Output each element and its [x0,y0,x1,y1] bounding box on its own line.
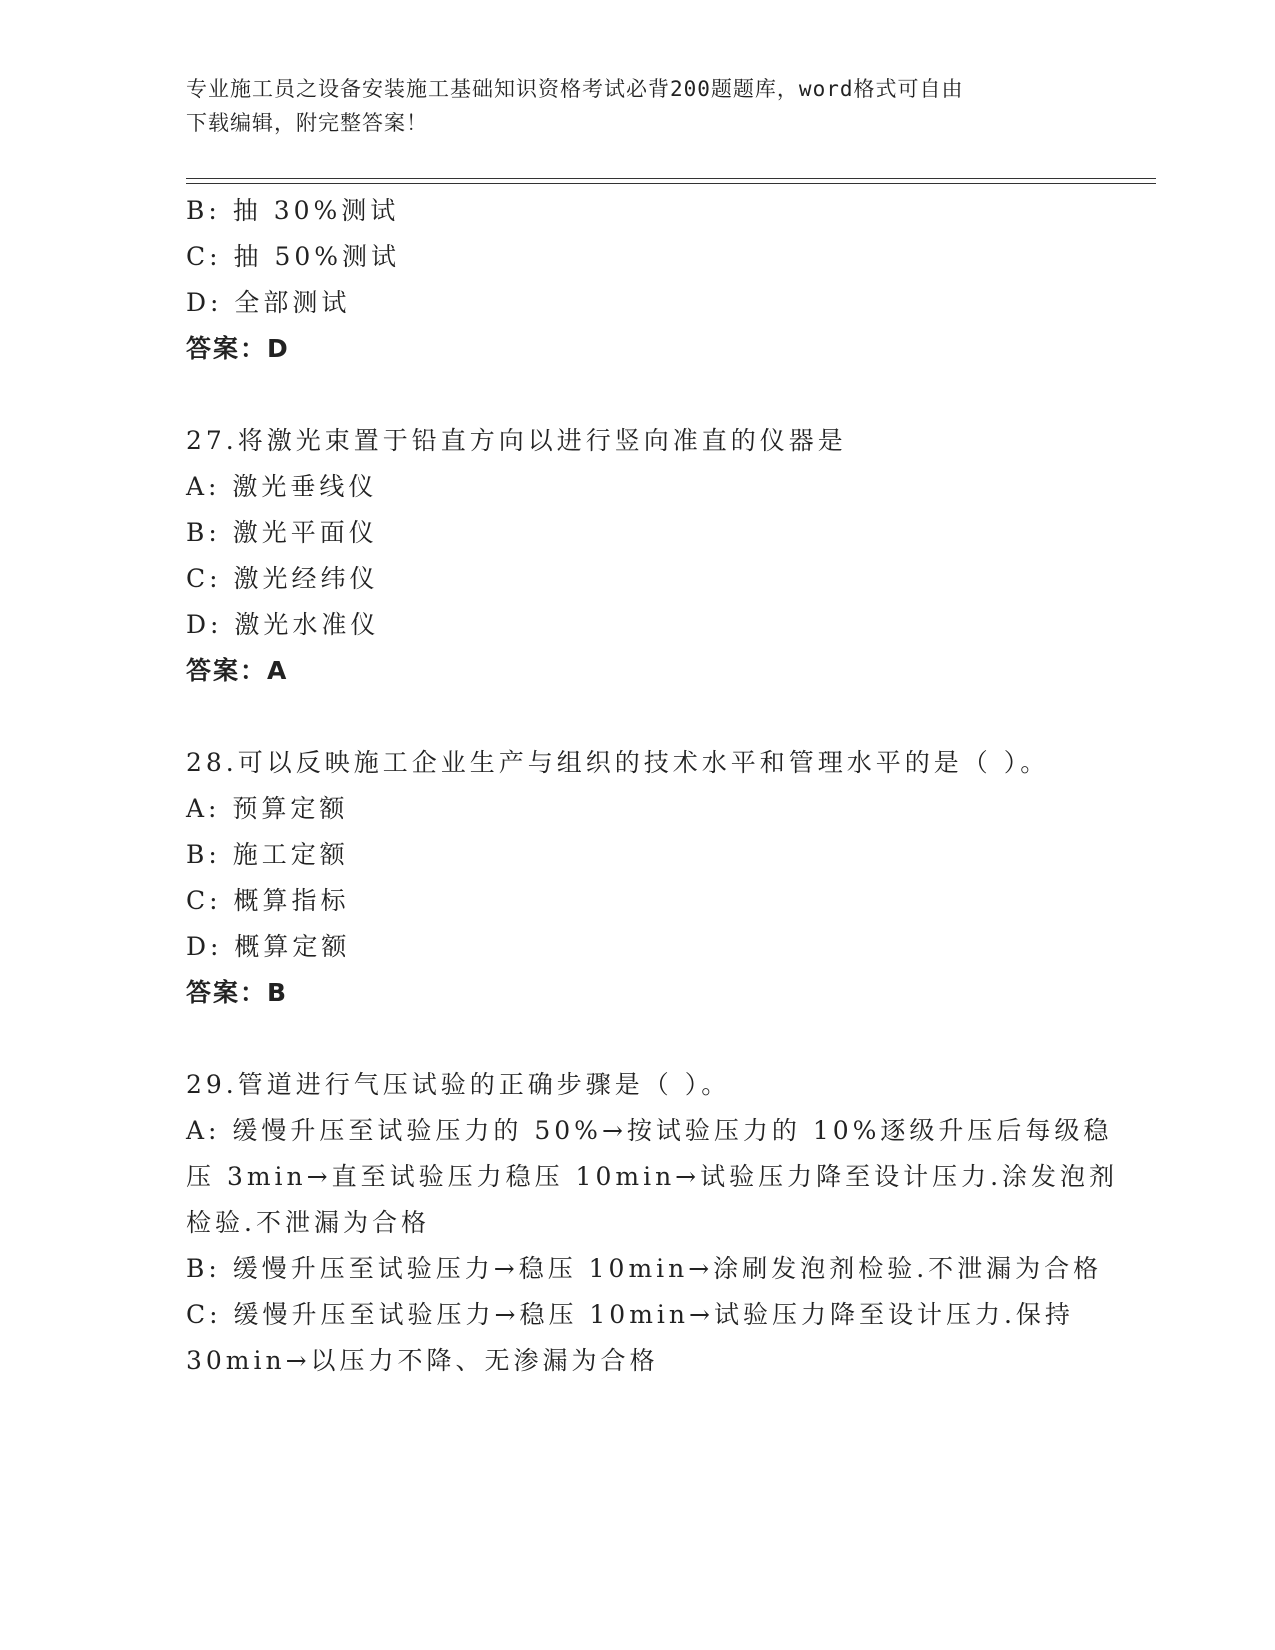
question-26 [186,188,1106,372]
header-line-1: 专业施工员之设备安装施工基础知识资格考试必背200题题库，word格式可自由 [186,77,964,101]
option-d: D: 全部测试 [186,288,351,317]
option-c-line-1: C: 缓慢升压至试验压力→稳压 10min→试验压力降至设计压力.保持 [186,1300,1074,1329]
question-27 [186,418,1106,694]
option-b: B: 施工定额 [186,840,349,869]
answer: 答案：A [186,656,289,685]
option-a-line-1: A: 缓慢升压至试验压力的 50%→按试验压力的 10%逐级升压后每级稳 [186,1116,1113,1145]
spacer [186,1016,1106,1062]
option-a: A: 预算定额 [186,794,349,823]
header-divider-bottom [186,183,1156,184]
question-list [186,188,1119,1384]
document-header [186,72,1086,140]
question-29 [186,1062,1119,1384]
option-c: C: 激光经纬仪 [186,564,379,593]
question-text: 29.管道进行气压试验的正确步骤是（ ）。 [186,1070,731,1099]
option-b: B: 抽 30%测试 [186,196,400,225]
option-d: D: 激光水准仪 [186,610,380,639]
question-text: 27.将激光束置于铅直方向以进行竖向准直的仪器是 [186,426,847,455]
option-c: C: 抽 50%测试 [186,242,401,271]
spacer [186,372,1106,418]
option-a: A: 激光垂线仪 [186,472,378,501]
option-c: C: 概算指标 [186,886,350,915]
answer: 答案：D [186,334,290,363]
header-divider-top [186,178,1156,179]
question-text: 28.可以反映施工企业生产与组织的技术水平和管理水平的是（ ）。 [186,748,1050,777]
option-a-line-2: 压 3min→直至试验压力稳压 10min→试验压力降至设计压力.涂发泡剂 [186,1162,1119,1191]
spacer [186,694,1106,740]
header-line-2: 下载编辑，附完整答案！ [186,111,428,135]
option-c-line-2: 30min→以压力不降、无渗漏为合格 [186,1346,659,1375]
option-d: D: 概算定额 [186,932,351,961]
option-b: B: 缓慢升压至试验压力→稳压 10min→涂刷发泡剂检验.不泄漏为合格 [186,1254,1103,1283]
option-b: B: 激光平面仪 [186,518,378,547]
option-a-line-3: 检验.不泄漏为合格 [186,1208,430,1237]
question-28 [186,740,1106,1016]
answer: 答案：B [186,978,289,1007]
